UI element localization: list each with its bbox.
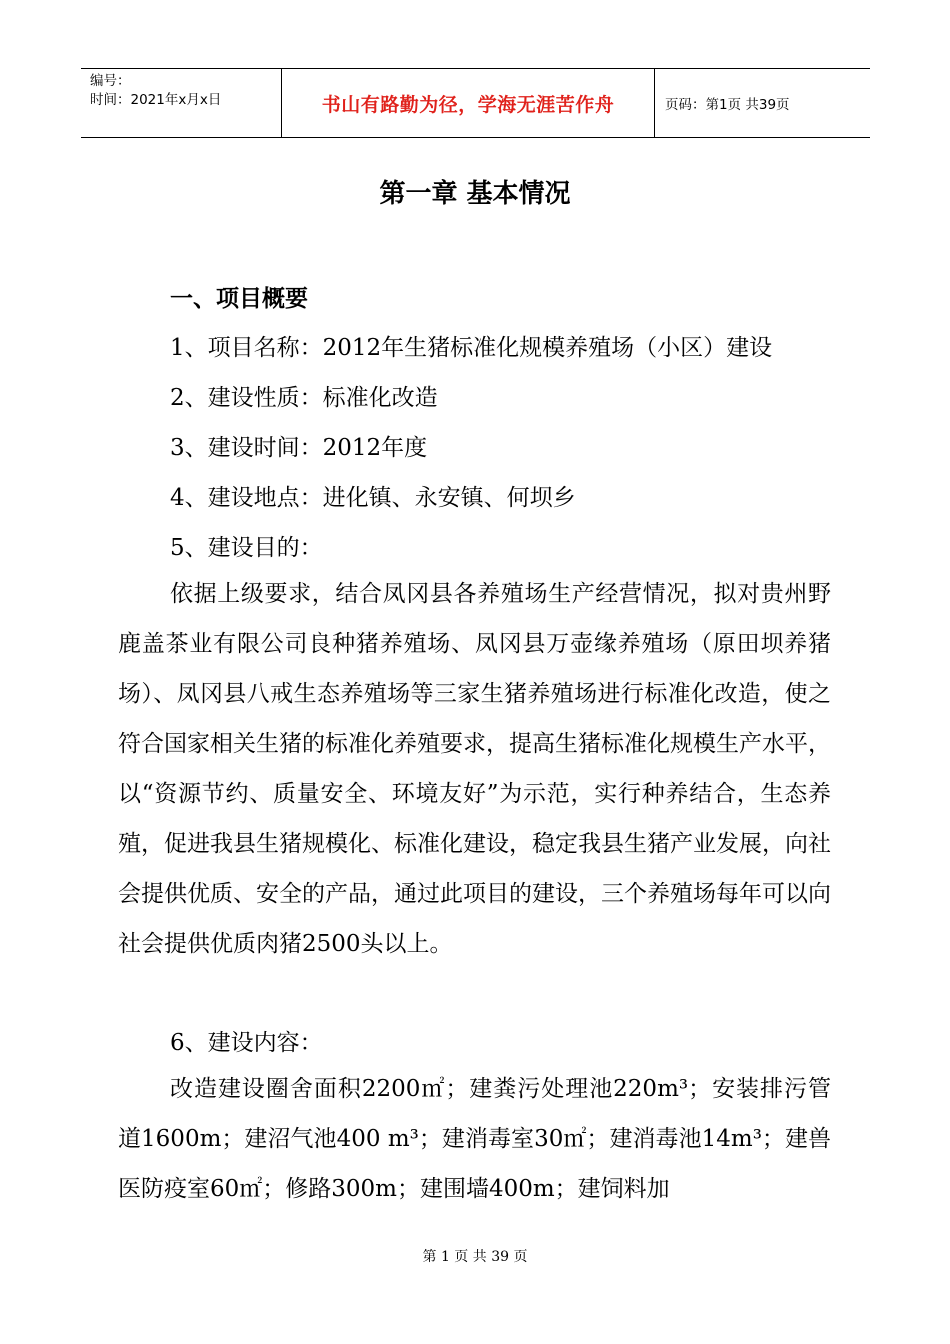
header-table (81, 68, 870, 138)
item-project-name: 1、项目名称：2012年生猪标准化规模养殖场（小区）建设 (170, 335, 773, 361)
page-footer: 第 1 页 共 39 页 (422, 1249, 528, 1265)
item-construction-nature: 2、建设性质：标准化改造 (170, 385, 438, 411)
header-motto: 书山有路勤为径，学海无涯苦作舟 (281, 69, 655, 137)
item-construction-purpose: 5、建设目的： (170, 535, 323, 561)
document-number: 编号： (90, 73, 131, 89)
item-construction-location: 4、建设地点：进化镇、永安镇、何坝乡 (170, 485, 576, 511)
chapter-title: 第一章 基本情况 (379, 179, 571, 209)
item-construction-time: 3、建设时间：2012年度 (170, 435, 428, 461)
content-paragraph: 改造建设圈舍面积2200㎡；建粪污处理池220m³；安装排污管道1600m；建沼气池400 m³；建消毒室30㎡；建消毒池14m³；建兽医防疫室60㎡；修路300m；建围墙400m；建饲料加 (118, 1076, 831, 1202)
header-meta (81, 69, 281, 137)
item-construction-content: 6、建设内容： (170, 1030, 323, 1056)
header-page-info: 页码：第1页 共39页 (665, 97, 790, 113)
document-time: 时间：2021年x月x日 (90, 92, 222, 108)
section-title: 一、项目概要 (170, 286, 308, 312)
purpose-paragraph: 依据上级要求，结合凤冈县各养殖场生产经营情况，拟对贵州野鹿盖茶业有限公司良种猪养殖场、凤冈县万壶缘养殖场（原田坝养猪场）、凤冈县八戒生态养殖场等三家生猪养殖场进行标准化改造，使之符合国家相关生猪的标准化养殖要求，提高生猪标准化规模生产水平，以“资源节约、质量安全、环境友好”为示范，实行种养结合，生态养殖，促进我县生猪规模化、标准化建设，稳定我县生猪产业发展，向社会提供优质、安全的产品，通过此项目的建设，三个养殖场每年可以向社会提供优质肉猪2500头以上。 (118, 581, 831, 957)
